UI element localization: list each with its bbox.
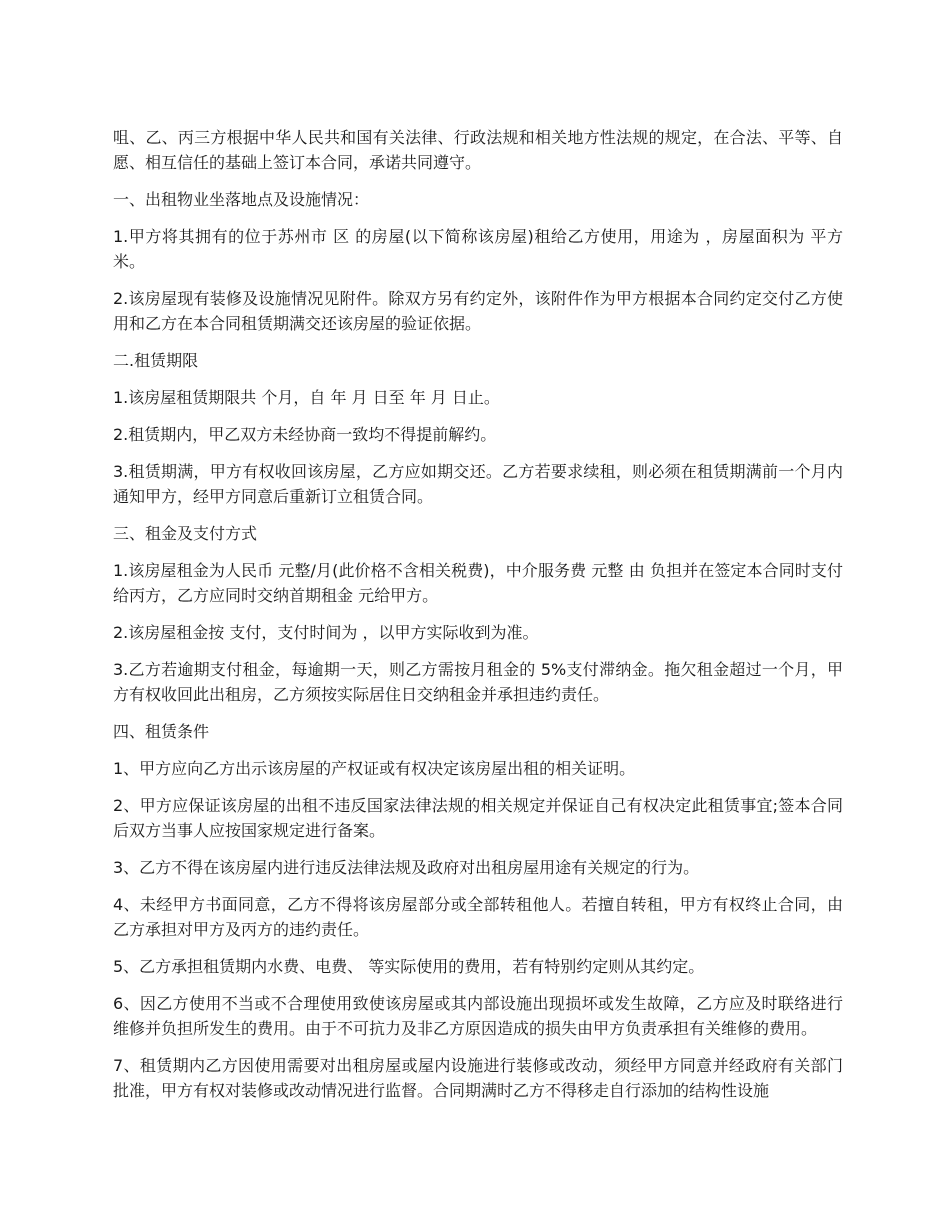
- clause-paragraph: 1.该房屋租金为人民币 元整/月(此价格不含相关税费)，中介服务费 元整 由 负担并在签定本合同时支付给丙方，乙方应同时交纳首期租金 元给甲方。: [113, 561, 843, 605]
- clause-paragraph: 7、租赁期内乙方因使用需要对出租房屋或屋内设施进行装修或改动，须经甲方同意并经政府有关部门批准，甲方有权对装修或改动情况进行监督。合同期满时乙方不得移走自行添加的结构性设施: [113, 1056, 843, 1100]
- clause-paragraph: 2.该房屋租金按 支付，支付时间为 ，以甲方实际收到为准。: [113, 623, 539, 642]
- section-heading-1: 一、出租物业坐落地点及设施情况：: [113, 190, 370, 209]
- clause-paragraph: 2、甲方应保证该房屋的出租不违反国家法律法规的相关规定并保证自己有权决定此租赁事宜;签本合同后双方当事人应按国家规定进行备案。: [113, 796, 843, 840]
- clause-paragraph: 1.甲方将其拥有的位于苏州市 区 的房屋(以下简称该房屋)租给乙方使用，用途为 ，房屋面积为 平方米。: [113, 227, 843, 271]
- clause-paragraph: 3、乙方不得在该房屋内进行违反法律法规及政府对出租房屋用途有关规定的行为。: [113, 858, 700, 877]
- clause-paragraph: 6、因乙方使用不当或不合理使用致使该房屋或其内部设施出现损坏或发生故障，乙方应及时联络进行维修并负担所发生的费用。由于不可抗力及非乙方原因造成的损失由甲方负责承担有关维修的费用。: [113, 994, 843, 1038]
- clause-paragraph: 1.该房屋租赁期限共 个月，自 年 月 日至 年 月 日止。: [113, 388, 500, 407]
- clause-paragraph: 2.租赁期内，甲乙双方未经协商一致均不得提前解约。: [113, 425, 497, 444]
- section-heading-3: 三、租金及支付方式: [113, 524, 258, 543]
- clause-paragraph: 3.乙方若逾期支付租金，每逾期一天，则乙方需按月租金的 5%支付滞纳金。拖欠租金超过一个月，甲方有权收回此出租房，乙方须按实际居住日交纳租金并承担违约责任。: [113, 660, 843, 704]
- section-heading-2: 二.租赁期限: [113, 351, 199, 370]
- clause-paragraph: 5、乙方承担租赁期内水费、电费、 等实际使用的费用，若有特别约定则从其约定。: [113, 957, 705, 976]
- clause-paragraph: 4、未经甲方书面同意，乙方不得将该房屋部分或全部转租他人。若擅自转租，甲方有权终止合同，由乙方承担对甲方及丙方的违约责任。: [113, 895, 843, 939]
- section-heading-4: 四、租赁条件: [113, 722, 210, 741]
- clause-paragraph: 1、甲方应向乙方出示该房屋的产权证或有权决定该房屋出租的相关证明。: [113, 759, 636, 778]
- document-body: [113, 125, 843, 1115]
- clause-paragraph: 3.租赁期满，甲方有权收回该房屋，乙方应如期交还。乙方若要求续租，则必须在租赁期满前一个月内通知甲方，经甲方同意后重新订立租赁合同。: [113, 462, 843, 506]
- intro-paragraph: 咀、乙、丙三方根据中华人民共和国有关法律、行政法规和相关地方性法规的规定，在合法、平等、自愿、相互信任的基础上签订本合同，承诺共同遵守。: [113, 128, 843, 172]
- clause-paragraph: 2.该房屋现有装修及设施情况见附件。除双方另有约定外，该附件作为甲方根据本合同约定交付乙方使用和乙方在本合同租赁期满交还该房屋的验证依据。: [113, 289, 843, 333]
